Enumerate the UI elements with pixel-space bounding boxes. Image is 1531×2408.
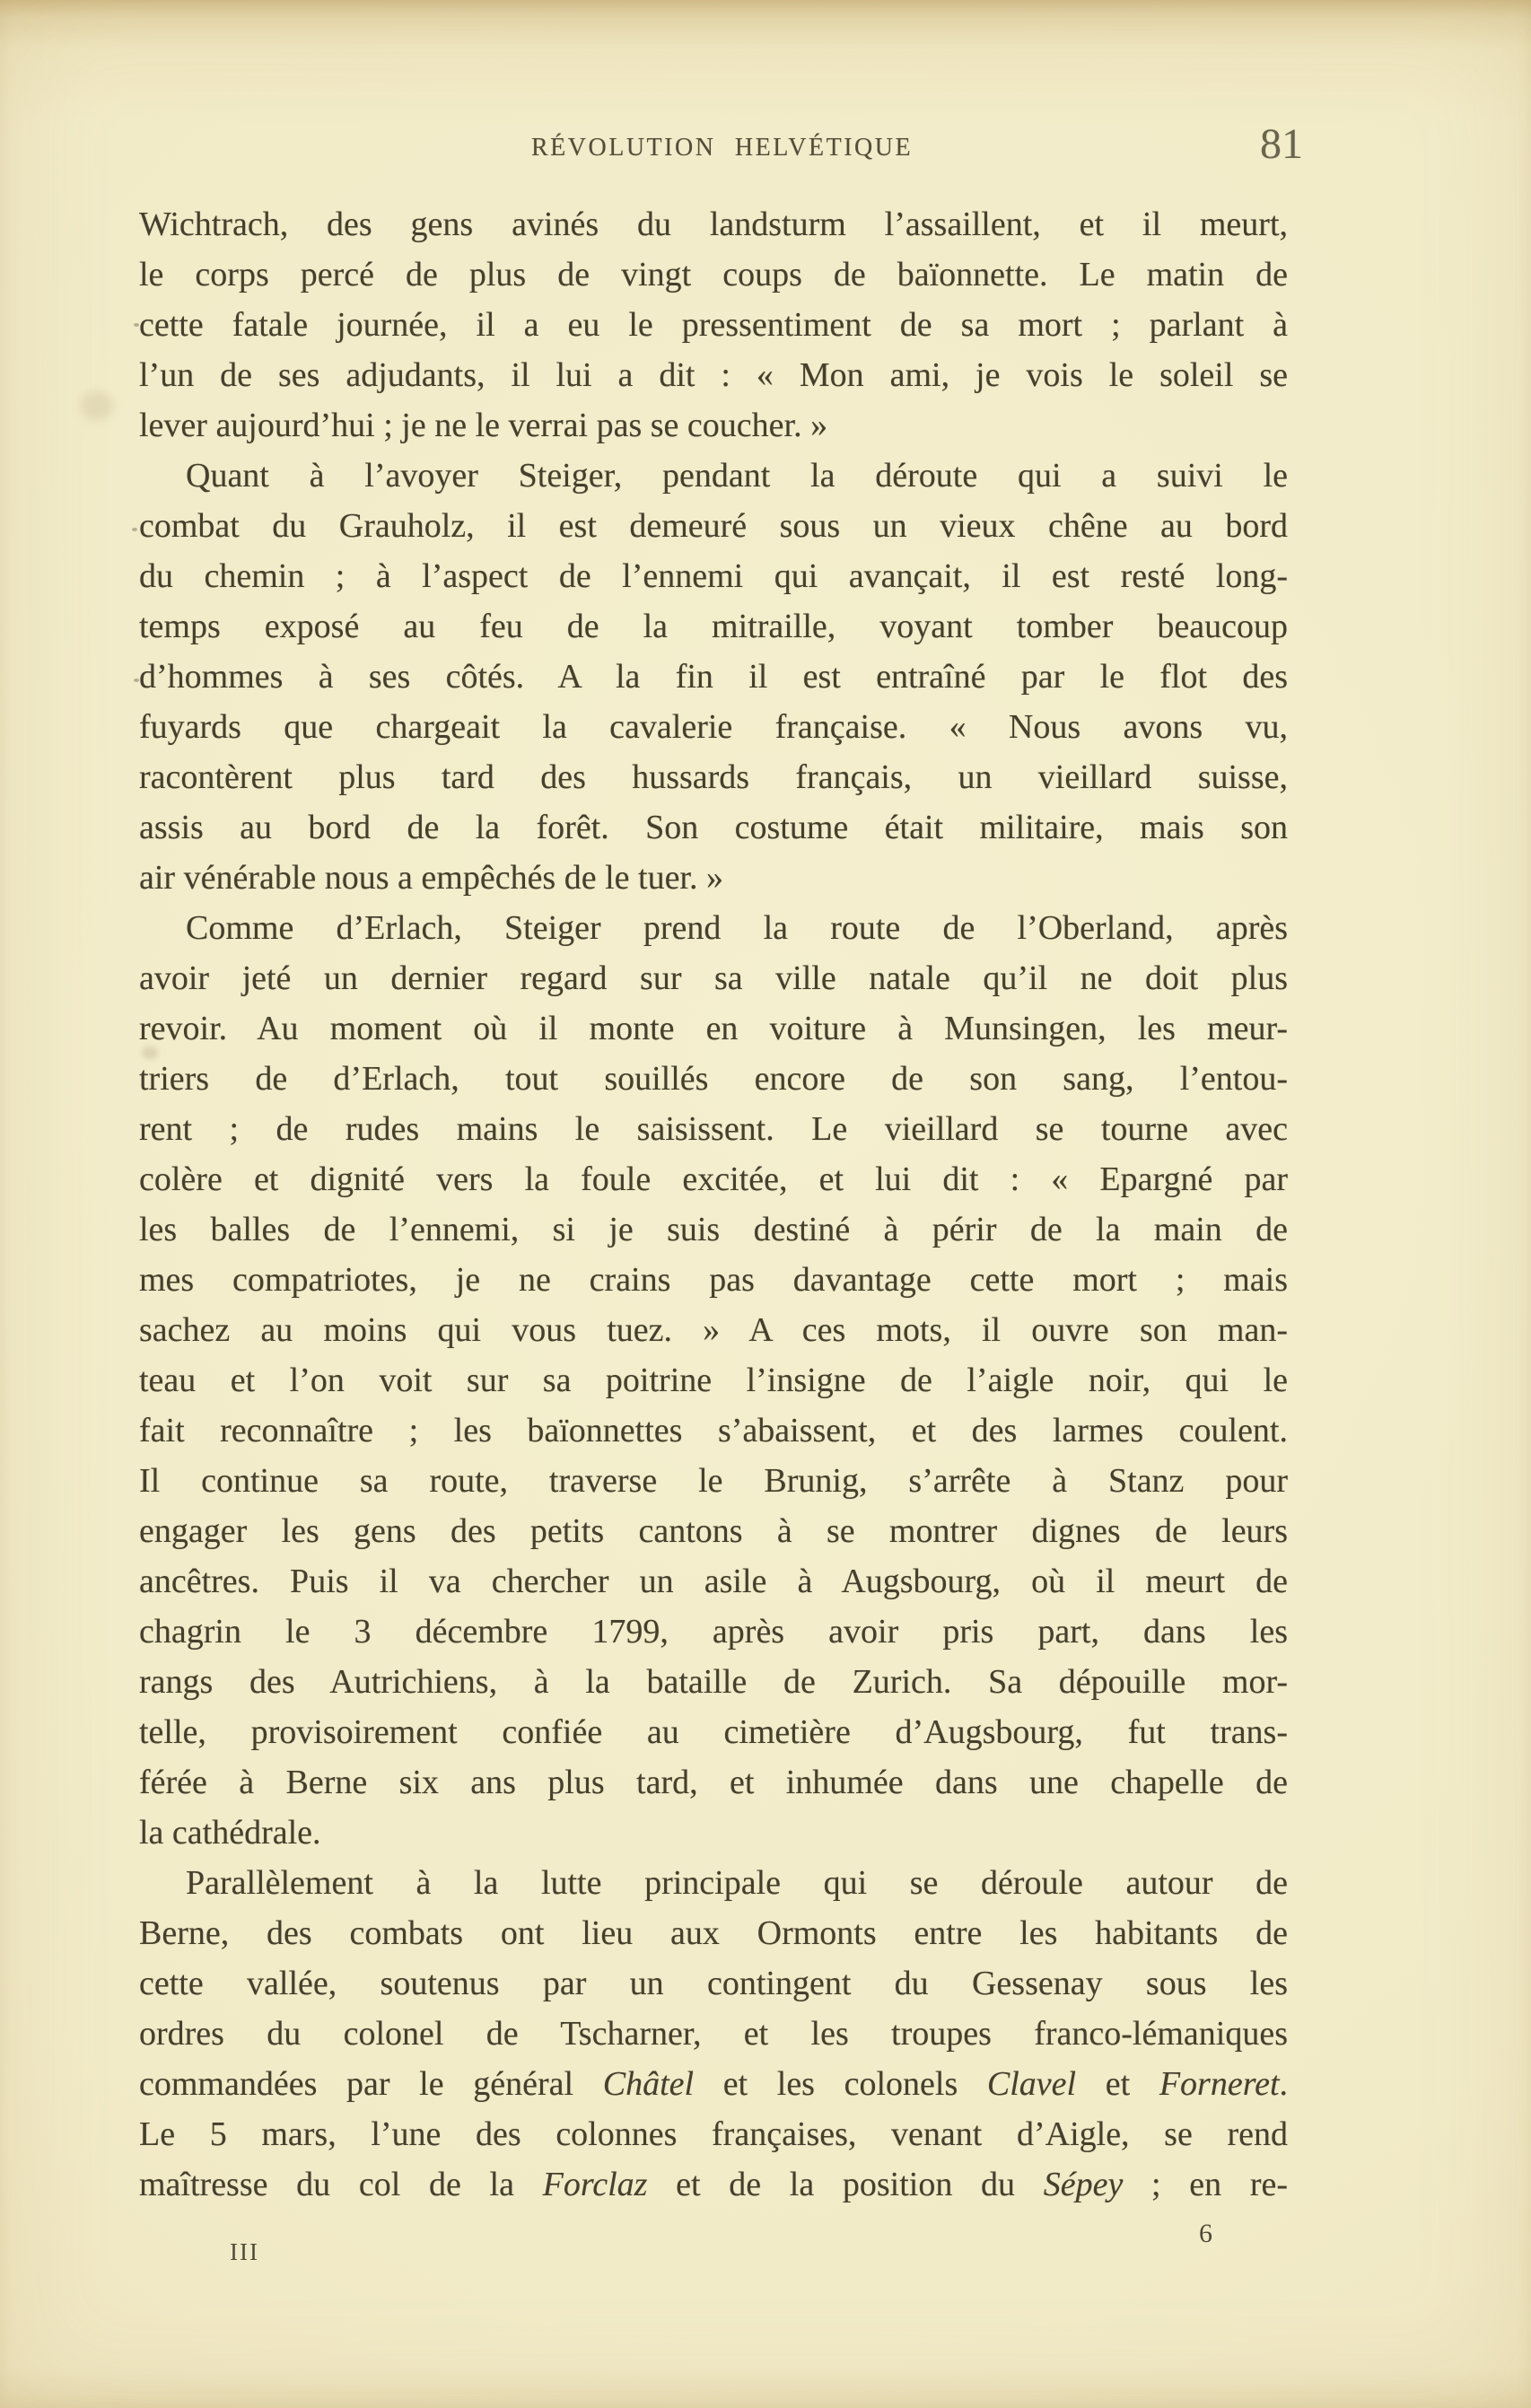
- text-line: du chemin ; à l’aspect de l’ennemi qui avançait, il est resté long-: [139, 557, 1288, 595]
- text-line: rent ; de rudes mains le saisissent. Le vieillard se tourne avec: [139, 1110, 1288, 1148]
- scan-smudge: [81, 391, 113, 420]
- text-line: sachez au moins qui vous tuez. » A ces mots, il ouvre son man-: [139, 1311, 1288, 1349]
- text-line: commandées par le général Châtel et les colonels Clavel et Forneret.: [139, 2065, 1288, 2103]
- text-line: cette fatale journée, il a eu le pressentiment de sa mort ; parlant à: [139, 306, 1288, 344]
- running-header-title: RÉVOLUTION HELVÉTIQUE: [531, 134, 914, 162]
- text-line: Berne, des combats ont lieu aux Ormonts entre les habitants de: [139, 1914, 1288, 1952]
- text-line: revoir. Au moment où il monte en voiture à Munsingen, les meur-: [139, 1010, 1288, 1047]
- text-line: Parallèlement à la lutte principale qui se déroule autour de: [186, 1864, 1288, 1902]
- text-line: mes compatriotes, je ne crains pas davantage cette mort ; mais: [139, 1261, 1288, 1299]
- text-line: racontèrent plus tard des hussards français, un vieillard suisse,: [139, 758, 1288, 796]
- text-line: lever aujourd’hui ; je ne le verrai pas se coucher. »: [139, 407, 828, 444]
- text-line: fait reconnaître ; les baïonnettes s’abaissent, et des larmes coulent.: [139, 1412, 1288, 1449]
- text-line: Il continue sa route, traverse le Brunig, s’arrête à Stanz pour: [139, 1462, 1288, 1500]
- page-number: 81: [1260, 120, 1303, 168]
- text-line: Wichtrach, des gens avinés du landsturm l’assaillent, et il meurt,: [139, 206, 1288, 243]
- paragraph: [139, 903, 1288, 1858]
- text-line: assis au bord de la forêt. Son costume était militaire, mais son: [139, 809, 1288, 846]
- text-line: d’hommes à ses côtés. A la fin il est entraîné par le flot des: [139, 658, 1288, 696]
- text-line: temps exposé au feu de la mitraille, voyant tomber beaucoup: [139, 608, 1288, 645]
- text-line: telle, provisoirement confiée au cimetière d’Augsbourg, fut trans-: [139, 1713, 1288, 1751]
- text-line: combat du Grauholz, il est demeuré sous un vieux chêne au bord: [139, 507, 1288, 545]
- text-line: ordres du colonel de Tscharner, et les troupes franco-lémaniques: [139, 2015, 1288, 2053]
- text-line: Le 5 mars, l’une des colonnes françaises, venant d’Aigle, se rend: [139, 2115, 1288, 2153]
- text-line: l’un de ses adjudants, il lui a dit : « Mon ami, je vois le soleil se: [139, 356, 1288, 394]
- text-line: air vénérable nous a empêchés de le tuer. »: [139, 859, 723, 897]
- sheet-number: 6: [1199, 2219, 1212, 2248]
- paragraph: [139, 451, 1288, 903]
- text-line: chagrin le 3 décembre 1799, après avoir pris part, dans les: [139, 1613, 1288, 1651]
- text-line: ancêtres. Puis il va chercher un asile à Augsbourg, où il meurt de: [139, 1563, 1288, 1600]
- text-line: avoir jeté un dernier regard sur sa ville natale qu’il ne doit plus: [139, 959, 1288, 997]
- text-line: Quant à l’avoyer Steiger, pendant la déroute qui a suivi le: [186, 457, 1288, 495]
- text-line: engager les gens des petits cantons à se montrer dignes de leurs: [139, 1512, 1288, 1550]
- text-line: maîtresse du col de la Forclaz et de la position du Sépey ; en re-: [139, 2166, 1288, 2203]
- ink-speck: [132, 528, 137, 531]
- text-line: triers de d’Erlach, tout souillés encore de son sang, l’entou-: [139, 1060, 1288, 1098]
- text-line: la cathédrale.: [139, 1814, 321, 1852]
- text-line: férée à Berne six ans plus tard, et inhumée dans une chapelle de: [139, 1764, 1288, 1801]
- text-line: fuyards que chargeait la cavalerie française. « Nous avons vu,: [139, 708, 1288, 746]
- text-line: cette vallée, soutenus par un contingent du Gessenay sous les: [139, 1965, 1288, 2002]
- paragraph: [139, 199, 1288, 451]
- paragraph: [139, 1858, 1288, 2210]
- text-line: colère et dignité vers la foule excitée, et lui dit : « Epargné par: [139, 1160, 1288, 1198]
- text-line: rangs des Autrichiens, à la bataille de Zurich. Sa dépouille mor-: [139, 1663, 1288, 1701]
- text-line: le corps percé de plus de vingt coups de baïonnette. Le matin de: [139, 256, 1288, 293]
- text-line: les balles de l’ennemi, si je suis destiné à périr de la main de: [139, 1211, 1288, 1248]
- signature-mark: III: [230, 2238, 259, 2265]
- text-line: Comme d’Erlach, Steiger prend la route de l’Oberland, après: [186, 909, 1288, 947]
- text-line: teau et l’on voit sur sa poitrine l’insigne de l’aigle noir, qui le: [139, 1362, 1288, 1399]
- page-body-text: [139, 199, 1288, 2210]
